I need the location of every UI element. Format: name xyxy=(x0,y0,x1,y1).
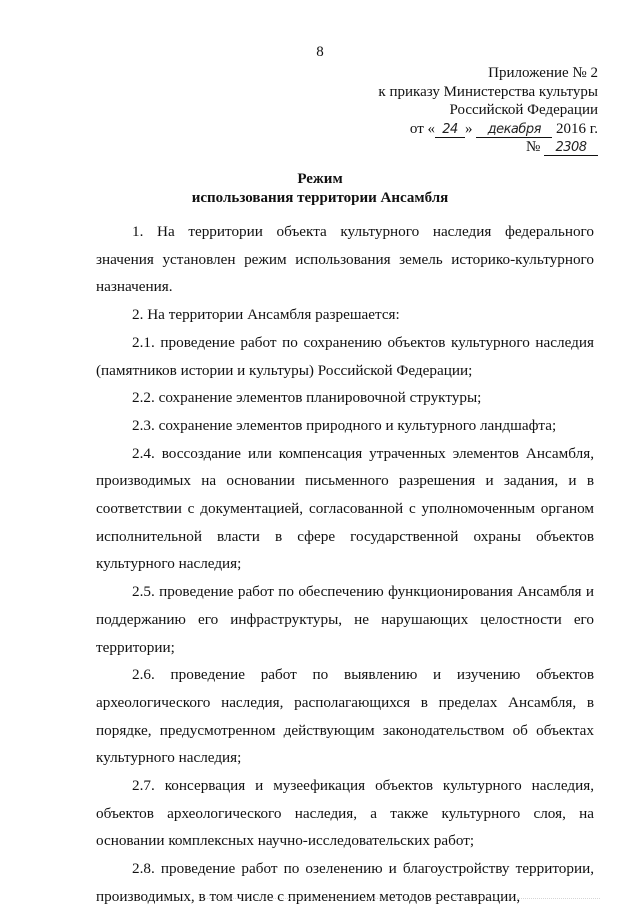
appendix-header xyxy=(378,64,598,157)
handwritten-number: 2308 xyxy=(544,140,598,156)
appendix-line-1: Приложение № 2 xyxy=(488,65,598,81)
paragraph-2-4: 2.4. воссоздание или компенсация утраченных элементов Ансамбля, производимых на основании письменного разрешения и задания, и в соответствии с документацией, согласованной с уполномоченным органом исполнительной власти в сфере государственной охраны объектов культурного наследия; xyxy=(96,444,594,573)
appendix-line-3: Российской Федерации xyxy=(449,102,598,118)
appendix-number-line xyxy=(378,138,598,157)
paragraph-1: 1. На территории объекта культурного наследия федерального значения установлен режим использования земель историко-культурного назначения. xyxy=(96,223,594,296)
appendix-line-2: к приказу Министерства культуры xyxy=(378,83,598,100)
paragraph-2-2: 2.2. сохранение элементов планировочной структуры; xyxy=(132,389,482,407)
paragraph-2-7: 2.7. консервация и музеефикация объектов культурного наследия, объектов археологического наследия, а также культурного слоя, на основании комплексных научно-исследовательских работ; xyxy=(96,777,594,850)
date-mid: » xyxy=(465,120,473,137)
document-title xyxy=(0,170,640,208)
paragraph-2-8: 2.8. проведение работ по озеленению и благоустройству территории, производимых, в том числе с применением методов реставрации, xyxy=(96,860,594,905)
document-body xyxy=(96,218,594,911)
title-line-1: Режим xyxy=(297,171,343,187)
page-number: 8 xyxy=(316,44,324,60)
handwritten-month: декабря xyxy=(476,122,552,138)
date-year: 2016 г. xyxy=(556,120,598,137)
paragraph-2-1: 2.1. проведение работ по сохранению объектов культурного наследия (памятников истории и культуры) Российской Федерации; xyxy=(96,333,594,379)
paragraph-2: 2. На территории Ансамбля разрешается: xyxy=(132,306,400,324)
paragraph-2-5: 2.5. проведение работ по обеспечению функционирования Ансамбля и поддержанию его инфраструктуры, не нарушающих целостности его территории; xyxy=(96,583,594,656)
number-prefix: № xyxy=(525,139,541,155)
scan-footer-mark xyxy=(200,898,600,903)
paragraph-2-6: 2.6. проведение работ по выявлению и изучению объектов археологического наследия, располагающихся в пределах Ансамбля, в порядке, предусмотренном действующим законодательством об объектах культурного наследия; xyxy=(96,666,594,767)
title-line-2: использования территории Ансамбля xyxy=(191,190,449,206)
handwritten-day: 24 xyxy=(435,122,465,138)
appendix-date-line xyxy=(378,120,598,139)
paragraph-2-3: 2.3. сохранение элементов природного и культурного ландшафта; xyxy=(132,416,557,434)
date-prefix: от « xyxy=(409,120,436,137)
